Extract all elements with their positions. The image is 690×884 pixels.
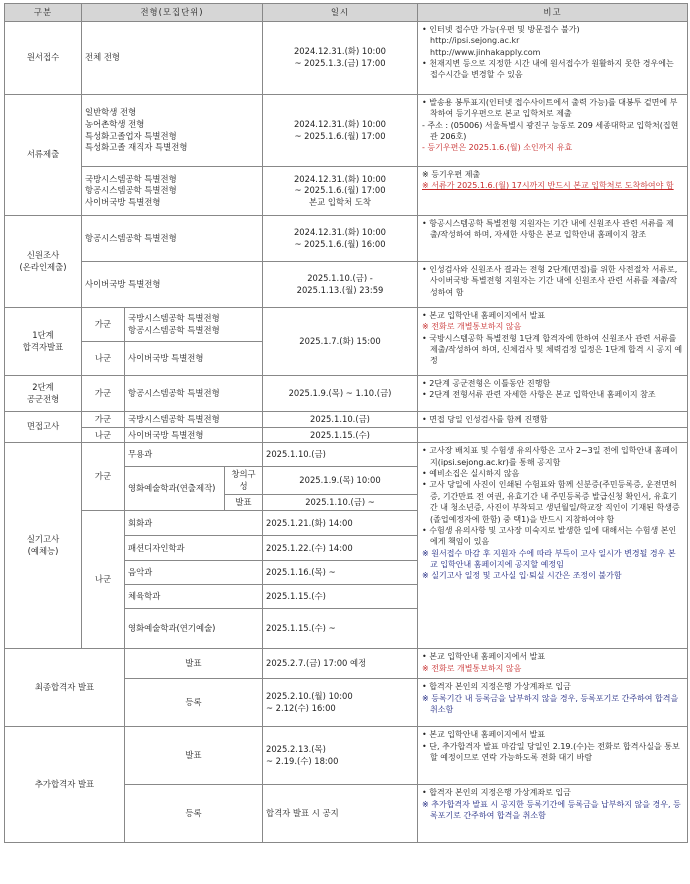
practical-notes: • 고사장 배치표 및 수험생 유의사항은 고사 2~3일 전에 입학안내 홈페이지(ipsi.sejong.ac.kr)를 통해 공지함 • 예비소집은 실시하지 않음 • 고사 당일에 사진이 인쇄된 수험표와 함께 신분증(주민등록증, 운전면허증, 기간만료 전 여권, 유효기간 내 주민등록증 발급신청 확인서, 유효기간 내 청소년증, 사진이 부착되고 생년월일/학교장 직인이 기재된 학생증(졸업예정자에 한함) 중 택1)을 반드시 지참하여야 함 • 수험생 유의사항 및 고사장 미숙지로 발생한 일에 대해서는 수험생 본인에게 책임이 있음 ※ 원서접수 마감 후 지원자 수에 따라 부득이 고사 일시가 변경될 경우 본교 입학안내 홈페이지에 공지할 예정임 ※ 실기고사 일정 및 고사실 입·퇴실 시간은 조정이 불가함: [418, 443, 688, 649]
docs-date-a: 2024.12.31.(화) 10:00 ~ 2025.1.6.(월) 17:00: [263, 95, 418, 167]
application-date: 2024.12.31.(화) 10:00 ~ 2025.1.3.(금) 17:00: [263, 22, 418, 95]
stage1-ga: 가군: [82, 308, 125, 342]
header-type: 전형(모집단위): [82, 4, 263, 22]
docs-types-b: 국방시스템공학 특별전형 항공시스템공학 특별전형 사이버국방 특별전형: [82, 167, 263, 216]
interview-notes: • 면접 당일 인성검사를 함께 진행함: [418, 412, 688, 428]
background-label: 신원조사 (온라인제출): [5, 216, 82, 308]
practical-row-1: [5, 443, 688, 467]
interview-ga-date: 2025.1.10.(금): [263, 412, 418, 428]
additional-date-b: 합격자 발표 시 공지: [263, 785, 418, 843]
practical-ga: 가군: [82, 443, 125, 511]
interview-ga: 가군: [82, 412, 125, 428]
stage2-row: [5, 376, 688, 412]
additional-row-a: [5, 727, 688, 785]
practical-na-dept: 체육학과: [125, 585, 263, 609]
practical-na: 나군: [82, 511, 125, 649]
stage1-notes: • 본교 입학안내 홈페이지에서 발표 ※ 전화로 개별통보하지 않음 • 국방시스템공학 특별전형 1단계 합격자에 한하여 신원조사 관련 서류를 제출/작성하여 하며, 신체검사 및 체력검정 일정은 1단계 합격 시 공지 예정: [418, 308, 688, 376]
additional-label: 추가합격자 발표: [5, 727, 125, 843]
additional-type-b: 등록: [125, 785, 263, 843]
stage1-date: 2025.1.7.(화) 15:00: [263, 308, 418, 376]
final-type-a: 발표: [125, 649, 263, 679]
docs-notes-a: • 발송용 봉투표지(인터넷 접수사이트에서 출력 가능)를 대봉투 겉면에 부착하여 등기우편으로 본교 입학처로 제출 - 주소 : (05006) 서울특별시 광진구 능동로 209 세종대학교 입학처(집현관 206호) - 등기우편은 2025.1.6.(월) 소인까지 유효: [418, 95, 688, 167]
interview-na-date: 2025.1.15.(수): [263, 428, 418, 443]
practical-dept-dance: 무용과: [125, 443, 263, 467]
practical-na-dept: 음악과: [125, 561, 263, 585]
additional-type-a: 발표: [125, 727, 263, 785]
additional-notes-b: • 합격자 본인의 지정은행 가상계좌로 입금 ※ 추가합격자 발표 시 공지한 등록기간에 등록금을 납부하지 않을 경우, 등록포기로 간주하여 합격을 취소함: [418, 785, 688, 843]
practical-na-dept: 회화과: [125, 511, 263, 536]
stage1-label: 1단계 합격자발표: [5, 308, 82, 376]
stage1-na: 나군: [82, 342, 125, 376]
practical-na-date: 2025.1.15.(수) ~: [263, 609, 418, 649]
interview-row-b: [5, 428, 688, 443]
stage2-type: 항공시스템공학 특별전형: [125, 376, 263, 412]
docs-date-b: 2024.12.31.(화) 10:00 ~ 2025.1.6.(월) 17:00 본교 입학처 도착: [263, 167, 418, 216]
interview-ga-type: 국방시스템공학 특별전형: [125, 412, 263, 428]
link-jinhak[interactable]: http://www.jinhakapply.com: [430, 47, 541, 57]
practical-date-presentation: 2025.1.10.(금) ~: [263, 495, 418, 511]
practical-dept-film: 영화예술학과(연출제작): [125, 467, 225, 511]
practical-date-creative: 2025.1.9.(목) 10:00: [263, 467, 418, 495]
final-type-b: 등록: [125, 679, 263, 727]
stage2-date: 2025.1.9.(목) ~ 1.10.(금): [263, 376, 418, 412]
docs-row-b: [5, 167, 688, 216]
final-date-a: 2025.2.7.(금) 17:00 예정: [263, 649, 418, 679]
header-notes: 비고: [418, 4, 688, 22]
practical-na-date: 2025.1.22.(수) 14:00: [263, 536, 418, 561]
stage2-ga: 가군: [82, 376, 125, 412]
practical-na-dept: 영화예술학과(연기예술): [125, 609, 263, 649]
background-date-b: 2025.1.10.(금) - 2025.1.13.(월) 23:59: [263, 262, 418, 308]
background-type-b: 사이버국방 특별전형: [82, 262, 263, 308]
practical-date-dance: 2025.1.10.(금): [263, 443, 418, 467]
header-category: 구분: [5, 4, 82, 22]
background-type-a: 항공시스템공학 특별전형: [82, 216, 263, 262]
practical-na-date: 2025.1.21.(화) 14:00: [263, 511, 418, 536]
interview-na-type: 사이버국방 특별전형: [125, 428, 263, 443]
final-notes-a: • 본교 입학안내 홈페이지에서 발표 ※ 전화로 개별통보하지 않음: [418, 649, 688, 679]
docs-label: 서류제출: [5, 95, 82, 216]
final-date-b: 2025.2.10.(월) 10:00 ~ 2.12(수) 16:00: [263, 679, 418, 727]
practical-sub-presentation: 발표: [225, 495, 263, 511]
final-notes-b: • 합격자 본인의 지정은행 가상계좌로 입금 ※ 등록기간 내 등록금을 납부하지 않을 경우, 등록포기로 간주하여 합격을 취소함: [418, 679, 688, 727]
additional-date-a: 2025.2.13.(목) ~ 2.19.(수) 18:00: [263, 727, 418, 785]
admission-schedule-table: [4, 3, 688, 843]
interview-na: 나군: [82, 428, 125, 443]
practical-na-dept: 패션디자인학과: [125, 536, 263, 561]
header-row: [5, 4, 688, 22]
practical-sub-creative: 창의구성: [225, 467, 263, 495]
interview-label: 면접고사: [5, 412, 82, 443]
interview-row-a: [5, 412, 688, 428]
background-row-a: [5, 216, 688, 262]
application-notes: • 인터넷 접수만 가능(우편 및 방문접수 불가) http://ipsi.sejong.ac.kr http://www.jinhakapply.com • 천재지변 등으로 지정한 시간 내에 원서접수가 원활하지 못한 경우에는 접수시간을 변경할 수 있음: [418, 22, 688, 95]
background-row-b: [5, 262, 688, 308]
docs-notes-b: ※ 등기우편 제출 ※ 서류가 2025.1.6.(월) 17시까지 반드시 본교 입학처로 도착하여야 함: [418, 167, 688, 216]
practical-na-date: 2025.1.15.(수): [263, 585, 418, 609]
application-row: [5, 22, 688, 95]
background-notes-b: • 인성검사와 신원조사 결과는 전형 2단계(면접)를 위한 사전절차 서류로, 사이버국방 특별전형 지원자는 기간 내에 신원조사 관련 서류를 제출/작성하여 함: [418, 262, 688, 308]
additional-notes-a: • 본교 입학안내 홈페이지에서 발표 • 단, 추가합격자 발표 마감일 당일인 2.19.(수)는 전화로 합격사실을 통보할 예정이므로 연락 가능하도록 전화 대기 바람: [418, 727, 688, 785]
background-date-a: 2024.12.31.(화) 10:00 ~ 2025.1.6.(월) 16:00: [263, 216, 418, 262]
practical-na-date: 2025.1.16.(목) ~: [263, 561, 418, 585]
stage2-notes: • 2단계 공군전형은 이틀동안 진행함 • 2단계 전형서류 관련 자세한 사항은 본교 입학안내 홈페이지 참조: [418, 376, 688, 412]
practical-label: 실기고사 (예체능): [5, 443, 82, 649]
stage1-ga-types: 국방시스템공학 특별전형 항공시스템공학 특별전형: [125, 308, 263, 342]
interview-notes-empty: [418, 428, 688, 443]
link-ipsi[interactable]: http://ipsi.sejong.ac.kr: [430, 36, 520, 46]
docs-row-a: [5, 95, 688, 167]
stage2-label: 2단계 공군전형: [5, 376, 82, 412]
final-label: 최종합격자 발표: [5, 649, 125, 727]
background-notes-a: • 항공시스템공학 특별전형 지원자는 기간 내에 신원조사 관련 서류를 제출/작성하여 하며, 자세한 사항은 본교 입학안내 홈페이지 참조: [418, 216, 688, 262]
stage1-row-a: [5, 308, 688, 342]
application-label: 원서접수: [5, 22, 82, 95]
final-row-a: [5, 649, 688, 679]
application-type: 전체 전형: [82, 22, 263, 95]
header-date: 일시: [263, 4, 418, 22]
docs-types-a: 일반학생 전형 농어촌학생 전형 특성화고졸업자 특별전형 특성화고졸 재직자 특별전형: [82, 95, 263, 167]
stage1-na-type: 사이버국방 특별전형: [125, 342, 263, 376]
